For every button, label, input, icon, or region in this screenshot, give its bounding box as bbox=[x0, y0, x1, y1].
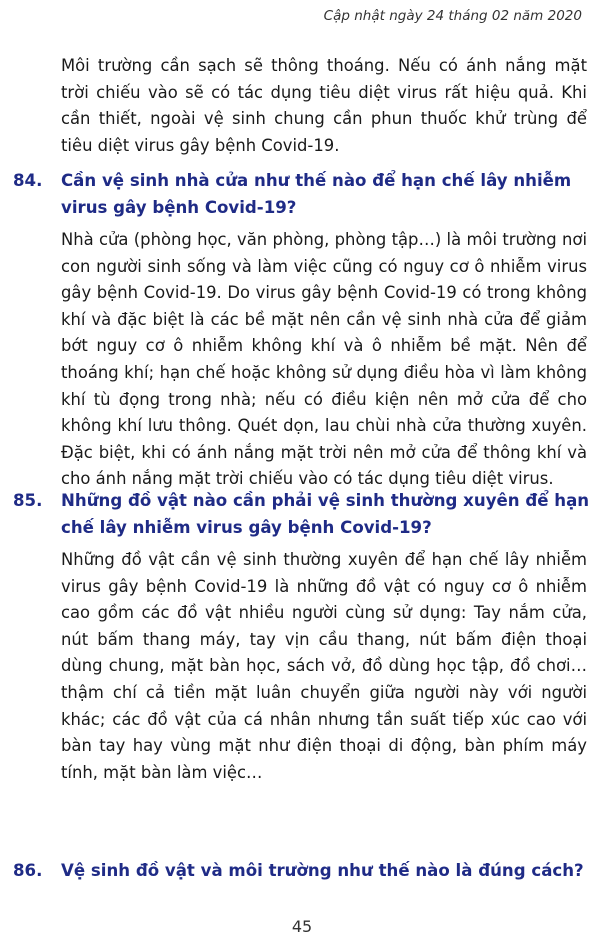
question-84-heading bbox=[13, 168, 593, 221]
question-86-heading bbox=[13, 858, 593, 885]
answer-84-paragraph: Nhà cửa (phòng học, văn phòng, phòng tập…) là môi trường nơi con người sinh sống và làm việc cũng có nguy cơ ô nhiễm virus gây bệnh Covid-19. Do virus gây bệnh Covid-19 có trong không khí và đặc biệt là các bề mặt nên cần vệ sinh nhà cửa để giảm bớt nguy cơ ô nhiễm không khí và ô nhiễm bề mặt. Nên để thoáng khí; hạn chế hoặc không sử dụng điều hòa vì làm không khí tù đọng trong nhà; nếu có điều kiện nên mở cửa để cho không khí lưu thông. Quét dọn, lau chùi nhà cửa thường xuyên. Đặc biệt, khi có ánh nắng mặt trời nên mở cửa để thông khí và cho ánh nắng mặt trời chiếu vào có tác dụng tiêu diệt virus. bbox=[61, 230, 587, 489]
question-85-heading bbox=[13, 488, 593, 541]
question-title: Cần vệ sinh nhà cửa như thế nào để hạn chế lây nhiễm virus gây bệnh Covid-19? bbox=[61, 171, 572, 217]
intro-paragraph: Môi trường cần sạch sẽ thông thoáng. Nếu có ánh nắng mặt trời chiếu vào sẽ có tác dụng tiêu diệt virus rất hiệu quả. Khi cần thiết, ngoài vệ sinh chung cần phun thuốc khử trùng để tiêu diệt virus gây bệnh Covid-19. bbox=[61, 56, 587, 155]
update-date-header: Cập nhật ngày 24 tháng 02 năm 2020 bbox=[323, 8, 582, 24]
question-number: 86. bbox=[13, 861, 43, 880]
question-title: Những đồ vật nào cần phải vệ sinh thường xuyên để hạn chế lây nhiễm virus gây bệnh Covid-19? bbox=[61, 491, 590, 537]
page-number: 45 bbox=[291, 917, 313, 936]
question-title: Vệ sinh đồ vật và môi trường như thế nào là đúng cách? bbox=[61, 861, 584, 880]
question-number: 84. bbox=[13, 171, 43, 190]
question-number: 85. bbox=[13, 491, 43, 510]
answer-85-paragraph: Những đồ vật cần vệ sinh thường xuyên để hạn chế lây nhiễm virus gây bệnh Covid-19 là những đồ vật có nguy cơ ô nhiễm cao gồm các đồ vật nhiều người cùng sử dụng: Tay nắm cửa, nút bấm thang máy, tay vịn cầu thang, nút bấm điện thoại dùng chung, mặt bàn học, sách vở, đồ dùng học tập, đồ chơi… thậm chí cả tiền mặt luân chuyển giữa người này với người khác; các đồ vật của cá nhân nhưng tần suất tiếp xúc cao với bàn tay hay vùng mặt như điện thoại di động, bàn phím máy tính, mặt bàn làm việc… bbox=[61, 550, 587, 782]
